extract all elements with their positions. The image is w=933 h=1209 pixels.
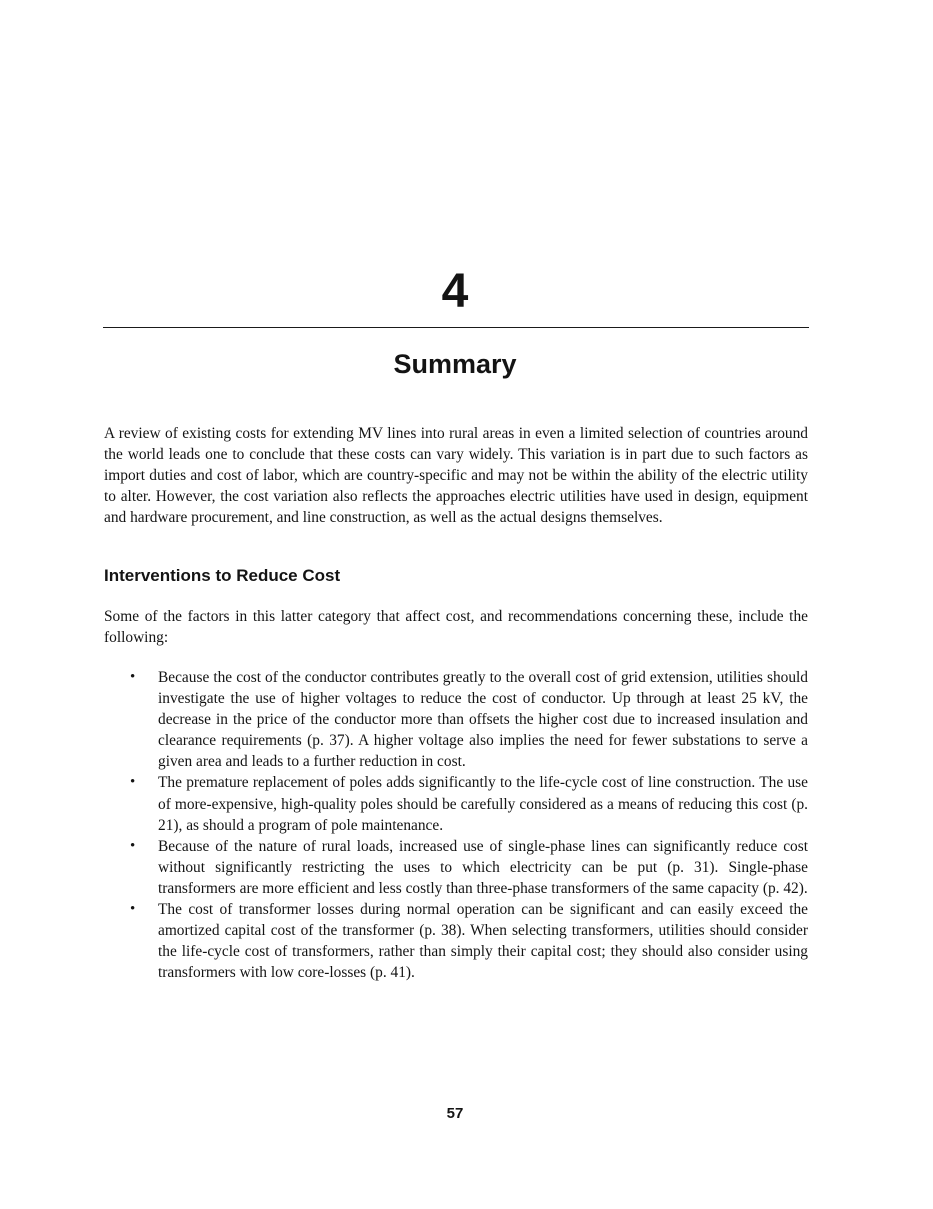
bullet-icon: • <box>130 901 136 918</box>
bullet-icon: • <box>130 774 136 791</box>
chapter-divider <box>103 327 809 328</box>
list-item <box>130 772 808 835</box>
list-item <box>130 899 808 983</box>
recommendations-list <box>130 667 808 983</box>
chapter-number: 4 <box>441 265 469 318</box>
section-lead-paragraph: Some of the factors in this latter category that affect cost, and recommendations concerning these, include the following: <box>104 608 808 647</box>
list-item <box>130 667 808 772</box>
list-item-text: The premature replacement of poles adds significantly to the life-cycle cost of line construction. The use of more-expensive, high-quality poles should be carefully considered as a means of reducing this cost (p. 21), as should a program of pole maintenance. <box>158 774 808 834</box>
bullet-icon: • <box>130 837 136 854</box>
intro-paragraph: A review of existing costs for extending MV lines into rural areas in even a limited selection of countries around the world leads one to conclude that these costs can vary widely. This variation is in part due to such factors as import duties and cost of labor, which are country-specific and may not be within the ability of the electric utility to alter. However, the cost variation also reflects the approaches electric utilities have used in design, equipment and hardware procurement, and line construction, as well as the actual designs themselves. <box>104 425 808 527</box>
page-number: 57 <box>446 1105 464 1122</box>
list-item-text: Because of the nature of rural loads, increased use of single-phase lines can significantly reduce cost without significantly restricting the uses to which electricity can be put (p. 31). Single-phase transformers are more efficient and less costly than three-phase transformers of the same capacity (p. 42). <box>158 837 808 897</box>
bullet-icon: • <box>130 669 136 685</box>
chapter-title: Summary <box>393 349 517 379</box>
section-heading: Interventions to Reduce Cost <box>104 566 341 585</box>
list-item-text: Because the cost of the conductor contributes greatly to the overall cost of grid extension, utilities should investigate the use of higher voltages to reduce the cost of conductor. Up through at least 25 kV, the decrease in the price of the conductor more than offsets the higher cost due to increased insulation and clearance requirements (p. 37). A higher voltage also implies the need for fewer substations to serve a given area and leads to a further reduction in cost. <box>158 669 808 771</box>
list-item-text: The cost of transformer losses during normal operation can be significant and can easily exceed the amortized capital cost of the transformer (p. 38). When selecting transformers, utilities should consider the life-cycle cost of transformers, rather than simply their capital cost; they should also consider using transformers with low core-losses (p. 41). <box>158 901 808 982</box>
list-item <box>130 836 808 899</box>
